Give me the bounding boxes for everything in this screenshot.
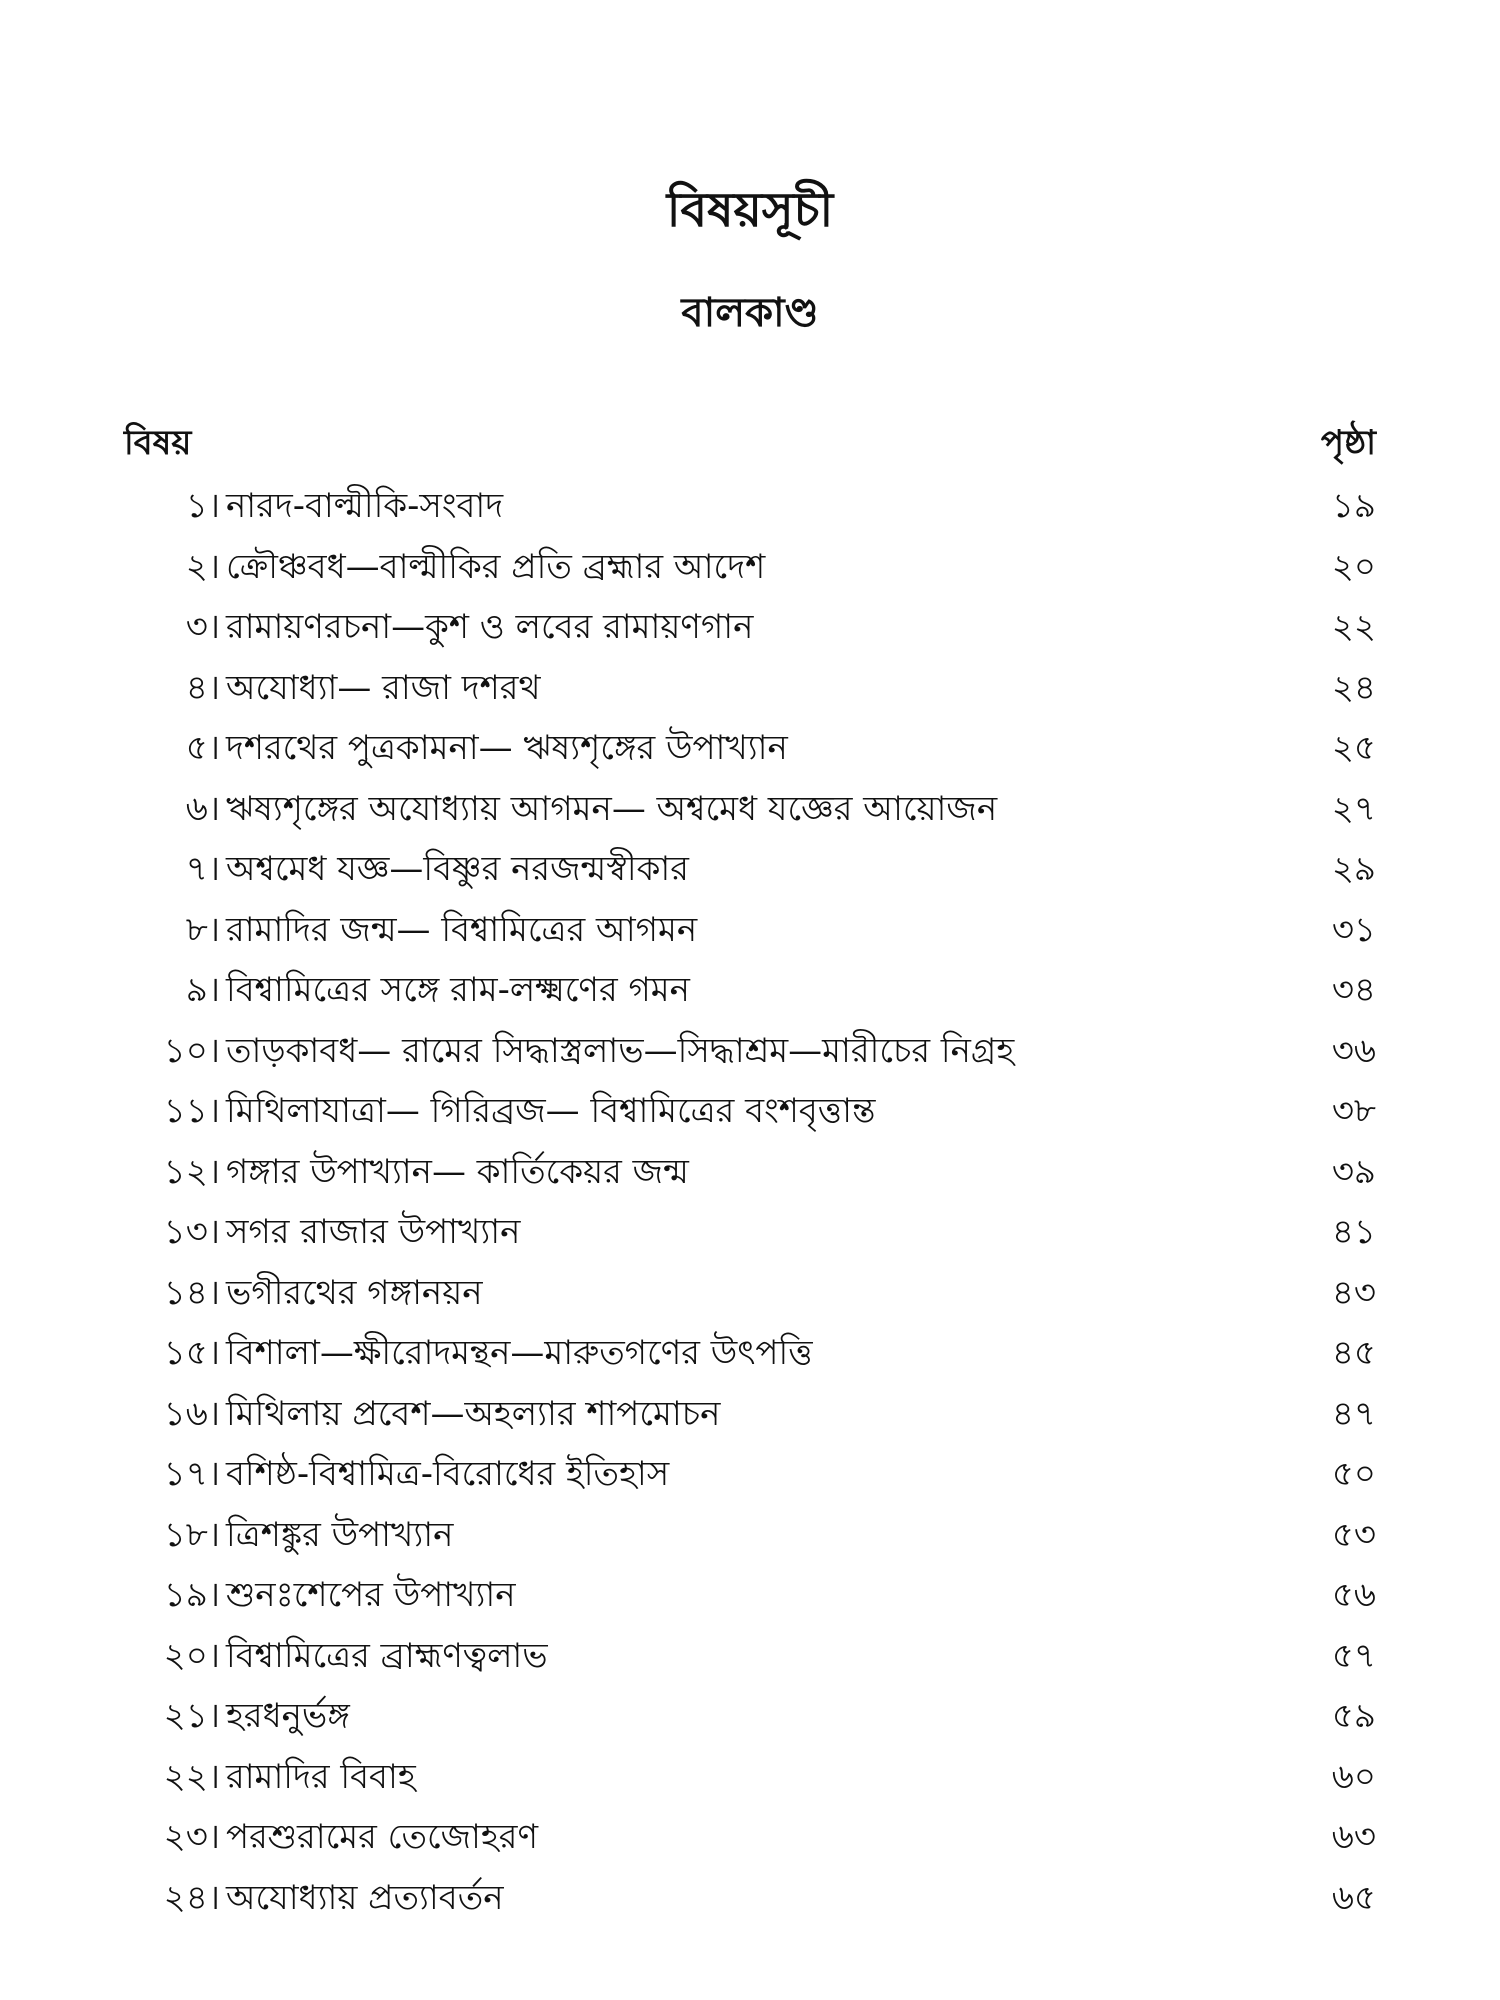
toc-entry-title: রামাদির বিবাহ xyxy=(226,1756,416,1797)
toc-entry-title: অশ্বমেধ যজ্ঞ—বিষ্ণুর নরজন্মস্বীকার xyxy=(226,849,689,889)
toc-entry-title: শুনঃশেপের উপাখ্যান xyxy=(226,1575,516,1615)
toc-entry-title: রামায়ণরচনা—কুশ ও লবের রামায়ণগান xyxy=(226,607,754,647)
toc-entry-page: ৬৫ xyxy=(1331,1877,1376,1918)
toc-entry xyxy=(124,960,1376,1021)
toc-entry xyxy=(124,839,1376,900)
toc-entry-page: ৫০ xyxy=(1331,1454,1376,1494)
toc-entry-number: ১৯। xyxy=(163,1575,220,1615)
page-title: বিষয়সূচী xyxy=(666,182,834,238)
toc-entry-number: ২১। xyxy=(163,1696,220,1736)
toc-entry-page: ৫৯ xyxy=(1331,1696,1376,1736)
toc-entry-title: মিথিলাযাত্রা— গিরিব্রজ— বিশ্বামিত্রের বংশবৃত্তান্ত xyxy=(226,1091,876,1131)
toc-entry-title: বিশ্বামিত্রের ব্রাহ্মণত্বলাভ xyxy=(226,1635,548,1676)
toc-entry xyxy=(124,476,1376,537)
toc-entry-number: ৪। xyxy=(185,667,220,708)
toc-entry-number: ৩। xyxy=(185,607,220,647)
toc-entry-number: ১৭। xyxy=(163,1454,220,1494)
toc-entry-number: ১৩। xyxy=(163,1212,220,1252)
toc-entry-title: পরশুরামের তেজোহরণ xyxy=(226,1817,539,1857)
toc-entry-number: ১৬। xyxy=(163,1393,220,1434)
toc-entry-page: ৪৭ xyxy=(1331,1393,1376,1434)
toc-entry-page: ৬০ xyxy=(1331,1756,1376,1797)
toc-entry-number: ৫। xyxy=(185,728,220,768)
toc-entry-number: ১২। xyxy=(163,1151,220,1192)
toc-entry xyxy=(124,718,1376,779)
toc-entry xyxy=(124,1747,1376,1808)
toc-entry-number: ১৮। xyxy=(163,1514,220,1555)
toc-entry-number: ৯। xyxy=(185,970,220,1010)
toc-entry xyxy=(124,1202,1376,1263)
toc-entry xyxy=(124,1868,1376,1929)
toc-entry-title: হরধনুর্ভঙ্গ xyxy=(226,1696,350,1736)
toc-entry-title: বিশালা—ক্ষীরোদমন্থন—মারুতগণের উৎপত্তি xyxy=(226,1333,813,1373)
toc-entry-page: ৩৪ xyxy=(1331,970,1376,1010)
toc-entry xyxy=(124,1444,1376,1505)
toc-entry-title: ভগীরথের গঙ্গানয়ন xyxy=(226,1272,483,1313)
toc-entry-number: ২৩। xyxy=(163,1817,220,1857)
toc-entry-page: ৪৩ xyxy=(1331,1272,1376,1313)
toc-entry xyxy=(124,779,1376,840)
page-column-header: পৃষ্ঠা xyxy=(1320,423,1376,463)
toc-entry xyxy=(124,1021,1376,1082)
toc-entry xyxy=(124,1565,1376,1626)
toc-entry xyxy=(124,597,1376,658)
table-of-contents xyxy=(124,476,1376,1928)
toc-entry xyxy=(124,537,1376,598)
toc-entry-title: মিথিলায় প্রবেশ—অহল্যার শাপমোচন xyxy=(226,1393,721,1434)
toc-entry-title: রামাদির জন্ম— বিশ্বামিত্রের আগমন xyxy=(226,909,698,950)
toc-entry-page: ৩৬ xyxy=(1331,1030,1376,1071)
toc-entry-page: ২৫ xyxy=(1331,728,1376,768)
toc-entry-title: ঋষ্যশৃঙ্গের অযোধ্যায় আগমন— অশ্বমেধ যজ্ঞের আয়োজন xyxy=(226,788,998,829)
topic-column-header: বিষয় xyxy=(124,423,192,463)
toc-entry-page: ৫৭ xyxy=(1331,1635,1376,1676)
toc-entry-title: সগর রাজার উপাখ্যান xyxy=(226,1212,521,1252)
section-title: বালকাণ্ড xyxy=(681,290,819,336)
toc-entry xyxy=(124,1686,1376,1747)
toc-entry-title: অযোধ্যায় প্রত্যাবর্তন xyxy=(226,1877,504,1918)
toc-entry-number: ১৫। xyxy=(163,1333,220,1373)
toc-entry xyxy=(124,1384,1376,1445)
toc-entry-number: ১১। xyxy=(163,1091,220,1131)
toc-entry xyxy=(124,900,1376,961)
toc-entry xyxy=(124,1626,1376,1687)
toc-entry-title: ক্রৌঞ্চবধ—বাল্মীকির প্রতি ব্রহ্মার আদেশ xyxy=(226,546,766,587)
toc-entry-page: ১৯ xyxy=(1331,486,1376,526)
toc-entry-page: ৩১ xyxy=(1331,909,1376,950)
toc-entry-number: ২৪। xyxy=(163,1877,220,1918)
toc-entry-page: ৪১ xyxy=(1331,1212,1376,1252)
toc-entry-number: ৬। xyxy=(185,788,220,829)
toc-entry xyxy=(124,658,1376,719)
toc-entry-page: ৪৫ xyxy=(1331,1333,1376,1373)
toc-entry-page: ২০ xyxy=(1331,546,1376,587)
toc-entry-title: দশরথের পুত্রকামনা— ঋষ্যশৃঙ্গের উপাখ্যান xyxy=(226,728,788,768)
toc-header xyxy=(124,418,1376,468)
toc-entry-page: ২৪ xyxy=(1331,667,1376,708)
toc-entry-title: ত্রিশঙ্কুর উপাখ্যান xyxy=(226,1514,454,1555)
toc-entry-page: ৬৩ xyxy=(1331,1817,1376,1857)
toc-entry-number: ২। xyxy=(185,546,220,587)
toc-entry xyxy=(124,1081,1376,1142)
toc-entry xyxy=(124,1323,1376,1384)
toc-entry xyxy=(124,1505,1376,1566)
toc-entry-number: ২০। xyxy=(163,1635,220,1676)
toc-entry-number: ১। xyxy=(185,486,220,526)
toc-entry-page: ৩৮ xyxy=(1331,1091,1376,1131)
toc-entry-title: গঙ্গার উপাখ্যান— কার্তিকেয়র জন্ম xyxy=(226,1151,689,1192)
toc-entry xyxy=(124,1807,1376,1868)
toc-entry-page: ২৯ xyxy=(1331,849,1376,889)
toc-entry-title: বিশ্বামিত্রের সঙ্গে রাম-লক্ষ্মণের গমন xyxy=(226,970,690,1010)
toc-entry-number: ১০। xyxy=(163,1030,220,1071)
toc-entry xyxy=(124,1142,1376,1203)
toc-entry-number: ১৪। xyxy=(163,1272,220,1313)
toc-entry-number: ২২। xyxy=(163,1756,220,1797)
toc-entry-number: ৭। xyxy=(185,849,220,889)
toc-entry-title: তাড়কাবধ— রামের সিদ্ধাস্ত্রলাভ—সিদ্ধাশ্রম—মারীচের নিগ্রহ xyxy=(226,1030,1015,1071)
toc-entry xyxy=(124,1263,1376,1324)
toc-entry-page: ২৭ xyxy=(1331,788,1376,829)
toc-entry-title: অযোধ্যা— রাজা দশরথ xyxy=(226,667,541,708)
toc-entry-page: ২২ xyxy=(1331,607,1376,647)
toc-entry-title: নারদ-বাল্মীকি-সংবাদ xyxy=(226,486,504,526)
toc-entry-number: ৮। xyxy=(185,909,220,950)
toc-entry-page: ৫৬ xyxy=(1331,1575,1376,1615)
toc-entry-title: বশিষ্ঠ-বিশ্বামিত্র-বিরোধের ইতিহাস xyxy=(226,1454,670,1494)
toc-entry-page: ৫৩ xyxy=(1331,1514,1376,1555)
toc-entry-page: ৩৯ xyxy=(1331,1151,1376,1192)
